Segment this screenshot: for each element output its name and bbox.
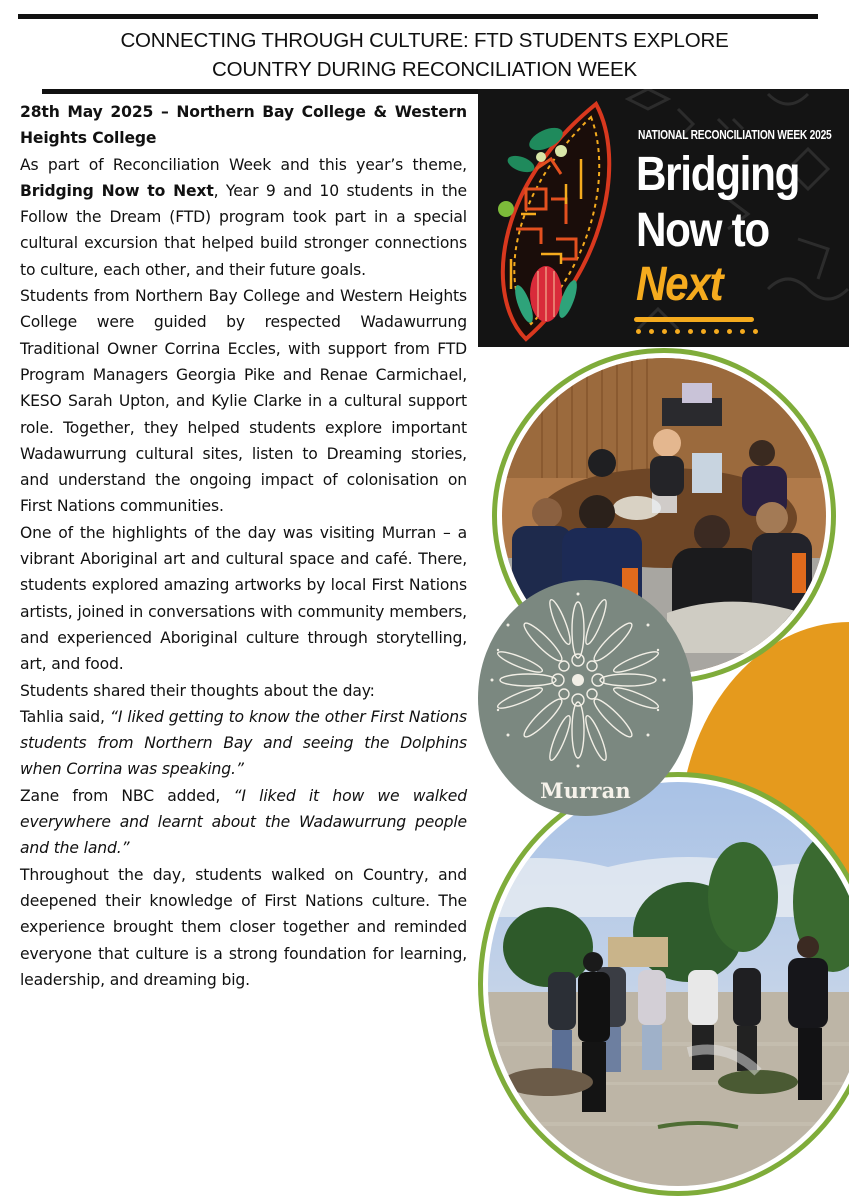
title-line-1: CONNECTING THROUGH CULTURE: FTD STUDENTS EXPLORE — [120, 29, 729, 52]
article-dateline: 28th May 2025 – Northern Bay College & Western Heights College — [20, 103, 467, 148]
paragraph-guides: Students from Northern Bay College and Western Heights College were guided by respected Wadawurrung Traditional Owner Corrina Eccles, with support from FTD Program Managers Georgia Pike and Renae Carmichael, KESO Sarah Upton, and Kylie Clarke in a cultural support role. Together, they helped students explore important Wadawurrung cultural sites, listen to Dreaming stories, and understand the ongoing impact of colonisation on First Nations communities. — [20, 287, 467, 516]
page-title — [0, 26, 849, 84]
banner-underline — [634, 317, 754, 322]
paragraph-intro — [20, 152, 467, 283]
quote-text: “I liked getting to know the other First Nations students from Northern Bay and seeing the Dolphins when Corrina was speaking.” — [20, 707, 467, 779]
murran-wordmark: Murran — [540, 778, 631, 803]
header-rule-top — [18, 14, 818, 19]
photo-smoking-ceremony — [478, 772, 849, 1196]
quote-zane — [20, 783, 467, 862]
banner-headline-line2: Now to — [636, 204, 769, 257]
banner-headline-line1: Bridging — [636, 148, 800, 201]
photo-ceremony-image — [488, 782, 849, 1186]
ceremony-scene-illustration — [488, 782, 849, 1186]
quote-speaker: Zane from NBC added, — [20, 786, 234, 805]
theme-name: Bridging Now to Next — [20, 181, 214, 200]
murran-logo — [478, 580, 693, 816]
banner-dots — [636, 329, 758, 334]
intro-text-b: , Year 9 and 10 students in the Follow the Dream (FTD) program took part in a special cultural excursion that helped build stronger connections to culture, each other, and their future goals. — [20, 181, 467, 279]
article-body — [20, 99, 467, 993]
title-line-2: COUNTRY DURING RECONCILIATION WEEK — [212, 58, 637, 81]
paragraph-thoughts-intro: Students shared their thoughts about the day: — [20, 681, 375, 700]
paragraph-conclusion: Throughout the day, students walked on Country, and deepened their knowledge of First Nations culture. The experience brought them closer together and reminded everyone that culture is a strong foundation for learning, leadership, and dreaming big. — [20, 865, 467, 989]
quote-speaker: Tahlia said, — [20, 707, 110, 726]
paragraph-murran: One of the highlights of the day was visiting Murran – a vibrant Aboriginal art and cultural space and café. There, students explored amazing artworks by local First Nations artists, joined in conversations with community members, and experienced Aboriginal culture through storytelling, art, and food. — [20, 523, 467, 674]
reconciliation-week-banner — [478, 89, 849, 347]
quote-tahlia — [20, 704, 467, 783]
quote-text: “I liked it how we walked everywhere and learnt about the Wadawurrung people and the land.” — [20, 786, 467, 858]
banner-headline-line3: Next — [636, 258, 723, 311]
leaf-artwork-icon — [486, 99, 616, 344]
intro-text-a: As part of Reconciliation Week and this year’s theme, — [20, 155, 467, 174]
banner-event-label: NATIONAL RECONCILIATION WEEK 2025 — [638, 128, 832, 142]
